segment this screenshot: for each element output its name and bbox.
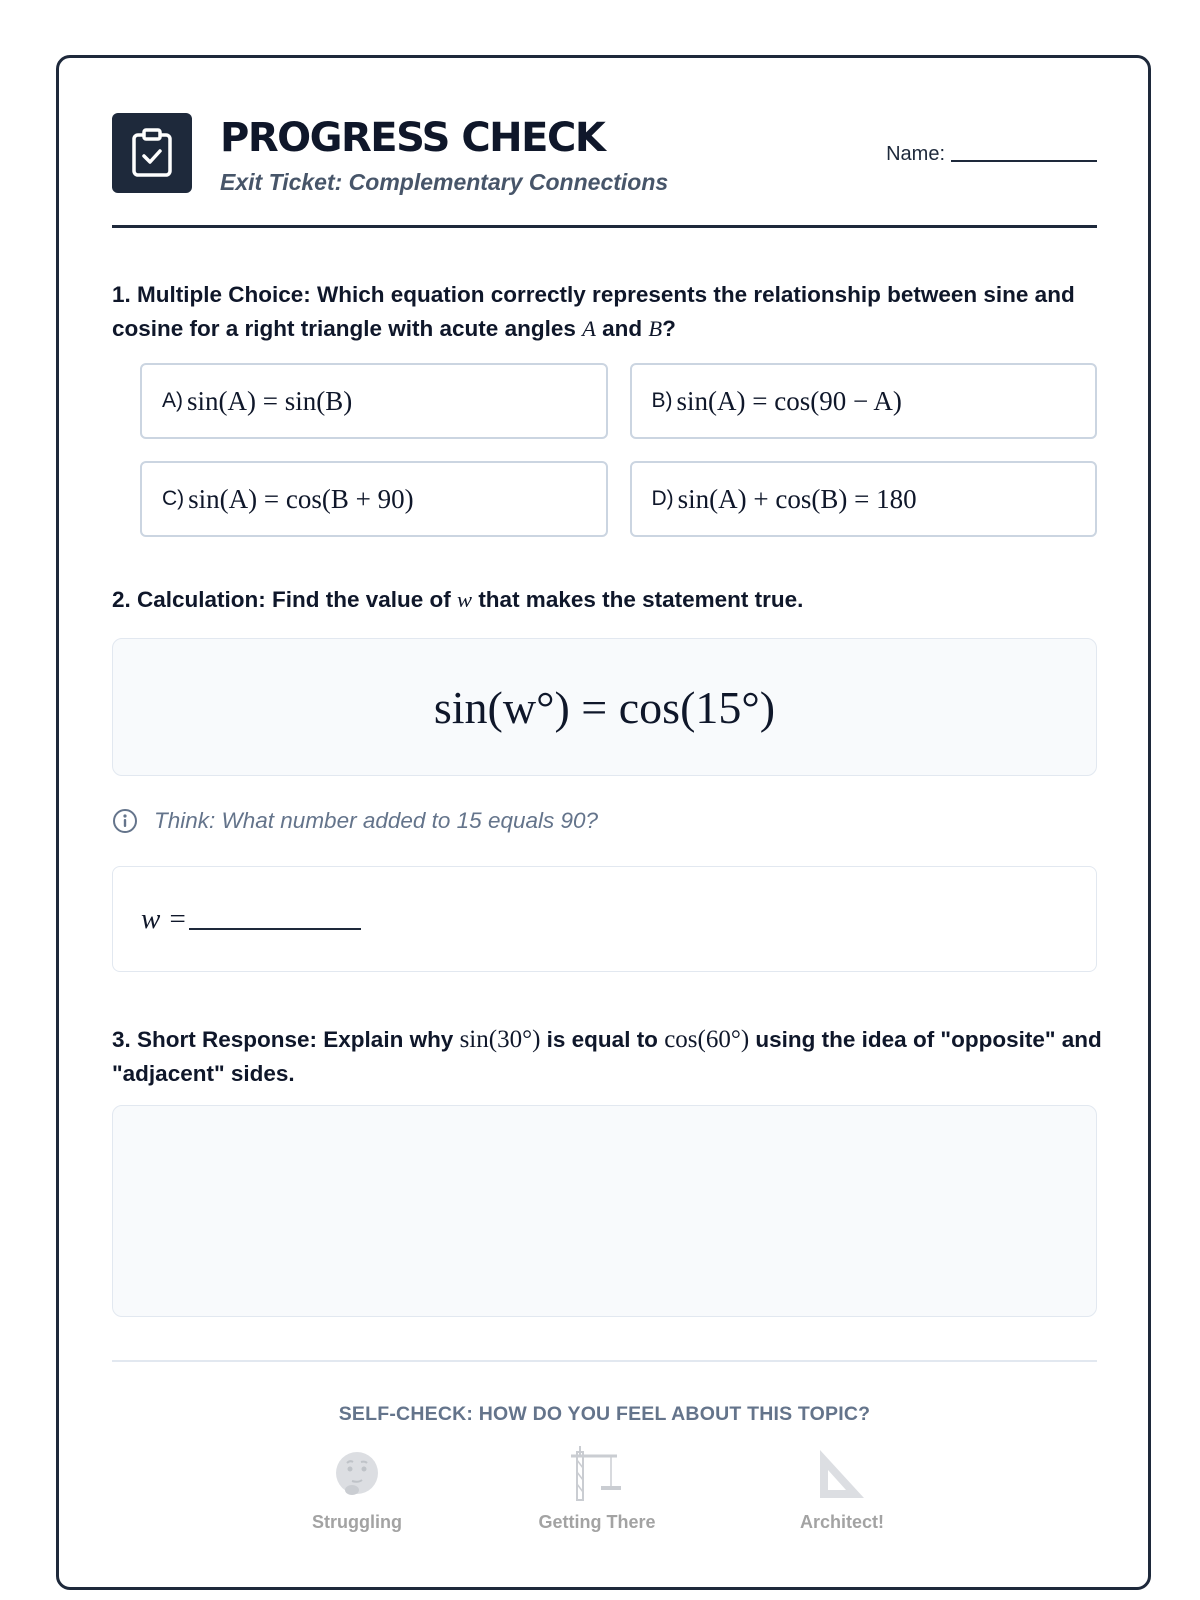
name-blank-line[interactable] <box>951 160 1097 162</box>
info-icon <box>112 808 138 834</box>
self-check-getting-there[interactable]: Getting There <box>507 1446 687 1533</box>
hint <box>112 808 598 834</box>
page-title: PROGRESS CHECK <box>220 115 605 161</box>
answer-label: w = <box>141 902 188 935</box>
clipboard-check-icon <box>112 113 192 193</box>
short-response-box[interactable] <box>112 1105 1097 1317</box>
question-3-prompt: 3. Short Response: Explain why sin(30°) is equal to cos(60°) using the idea of "opposite" and "adjacent" sides. <box>112 1026 1102 1086</box>
name-field[interactable] <box>886 143 1097 166</box>
triangular-ruler-icon <box>752 1446 932 1502</box>
question-2-prompt: 2. Calculation: Find the value of w that makes the statement true. <box>112 587 804 612</box>
question-1-prompt: 1. Multiple Choice: Which equation correctly represents the relationship between sine and cosine for a right triangle with acute angles A and B? <box>112 282 1075 341</box>
choice-b[interactable]: B) sin(A) = cos(90 − A) <box>630 363 1098 439</box>
choice-c[interactable]: C) sin(A) = cos(B + 90) <box>140 461 608 537</box>
self-check-title: SELF-CHECK: HOW DO YOU FEEL ABOUT THIS TOPIC? <box>338 1403 871 1425</box>
section-divider <box>112 1360 1097 1362</box>
answer-blank-line[interactable] <box>189 908 361 930</box>
page-subtitle: Exit Ticket: Complementary Connections <box>220 169 669 195</box>
equation: sin(w°) = cos(15°) <box>433 681 776 733</box>
choice-a[interactable]: A) sin(A) = sin(B) <box>140 363 608 439</box>
choice-grid <box>140 363 1097 537</box>
hint-text: Think: What number added to 15 equals 90? <box>154 808 599 833</box>
choice-d[interactable]: D) sin(A) + cos(B) = 180 <box>630 461 1098 537</box>
answer-box[interactable] <box>112 866 1097 972</box>
thinking-face-icon <box>267 1446 447 1502</box>
exit-ticket-card <box>56 55 1151 1590</box>
name-label: Name: <box>886 143 945 165</box>
self-check-architect[interactable]: Architect! <box>752 1446 932 1533</box>
header <box>112 113 1097 228</box>
self-check-struggling[interactable]: Struggling <box>267 1446 447 1533</box>
equation-box <box>112 638 1097 776</box>
construction-crane-icon <box>507 1446 687 1502</box>
